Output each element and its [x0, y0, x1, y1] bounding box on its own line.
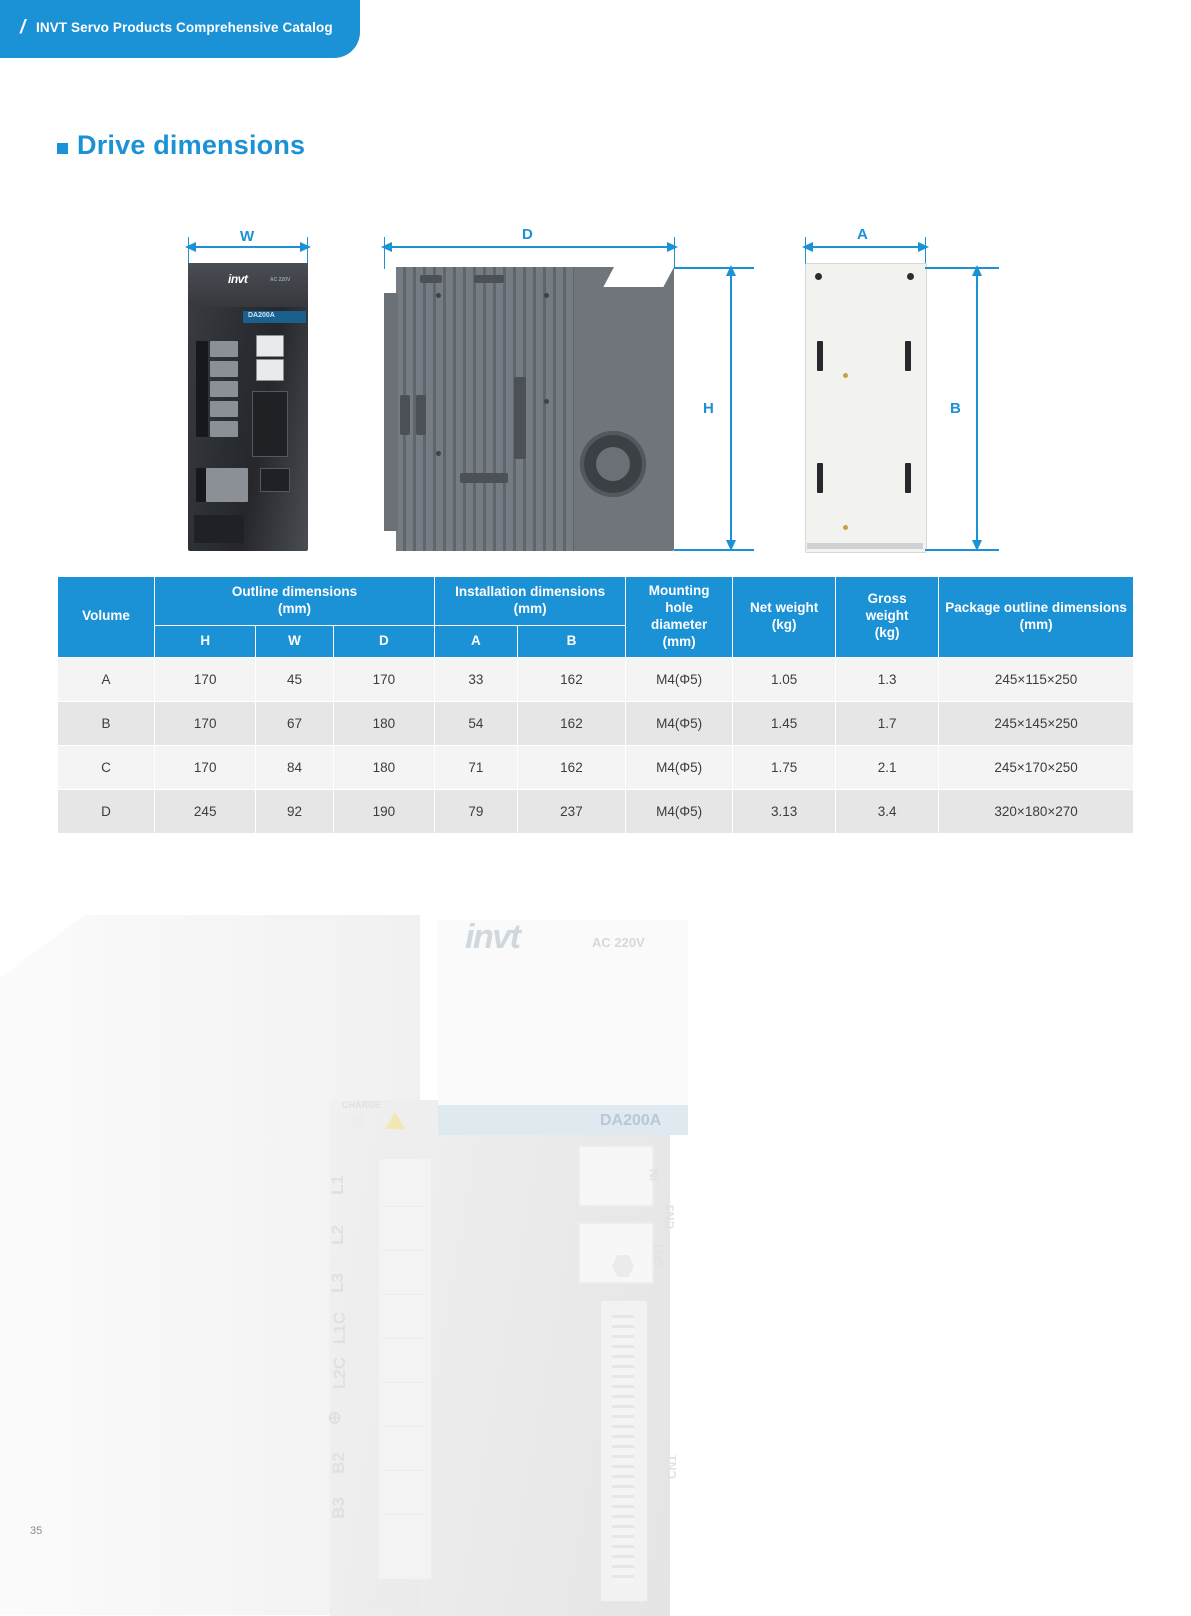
- cell-package: 245×145×250: [939, 701, 1134, 745]
- th-sub-h: H: [155, 626, 256, 657]
- back-rail: [817, 341, 823, 371]
- mounting-hole: [843, 525, 848, 530]
- cell-net-weight: 1.75: [733, 745, 836, 789]
- front-ethernet-port-in: [256, 335, 284, 357]
- cell-volume: B: [58, 701, 155, 745]
- section-heading: [57, 130, 305, 161]
- side-ext-line-bottom: [674, 549, 754, 551]
- drive-dimension-figures: [57, 215, 1134, 555]
- side-slot: [416, 395, 426, 435]
- header-title: INVT Servo Products Comprehensive Catalog: [36, 20, 333, 35]
- th-gross-l3: (kg): [874, 625, 900, 641]
- wm-terminal-label-b3: B3: [328, 1497, 348, 1519]
- cell-gross-weight: 2.1: [836, 745, 939, 789]
- wm-terminal-row: [382, 1206, 426, 1251]
- arrow-left-icon: [802, 240, 816, 254]
- cell-b: 237: [517, 789, 625, 833]
- back-ext-line-top: [925, 267, 999, 269]
- cell-w: 84: [256, 745, 333, 789]
- th-installation-dimensions: [435, 577, 626, 626]
- page-number: 35: [30, 1525, 43, 1537]
- wm-voltage-label: AC 220V: [592, 935, 645, 950]
- cell-b: 162: [517, 745, 625, 789]
- cell-a: 54: [435, 701, 518, 745]
- arrow-left-icon: [381, 240, 395, 254]
- side-chamfer: [603, 267, 674, 287]
- cell-hole: M4(Φ5): [626, 701, 733, 745]
- cell-volume: C: [58, 745, 155, 789]
- table-header-row-1: [58, 577, 1134, 626]
- drive-front-view: [188, 263, 308, 551]
- table-row: [58, 789, 1134, 833]
- cell-d: 180: [333, 745, 434, 789]
- front-ethernet-port-out: [256, 359, 284, 381]
- side-screw: [436, 293, 441, 298]
- drive-side-view: [384, 267, 674, 551]
- cell-package: 245×115×250: [939, 657, 1134, 701]
- cell-hole: M4(Φ5): [626, 745, 733, 789]
- side-slot: [420, 275, 442, 283]
- arrow-right-icon: [915, 240, 929, 254]
- cell-net-weight: 1.05: [733, 657, 836, 701]
- wm-warning-triangle-icon: [385, 1112, 405, 1129]
- cell-w: 45: [256, 657, 333, 701]
- wm-connector-label-cn1: CN1: [665, 1454, 680, 1480]
- side-dim-line-h: [730, 273, 732, 545]
- side-screw: [544, 293, 549, 298]
- th-mounting-l3: diameter: [651, 616, 708, 632]
- wm-terminal-label-l1c: L1C: [330, 1311, 350, 1345]
- wm-port-label-in: IN: [647, 1169, 661, 1181]
- back-dim-line-a: [808, 246, 923, 248]
- wm-terminal-row: [382, 1294, 426, 1339]
- th-gross-l2: weight: [865, 608, 909, 624]
- wm-logo: invt: [465, 918, 520, 956]
- back-plate: [805, 263, 927, 553]
- mounting-hole: [843, 373, 848, 378]
- bullet-square-icon: [57, 143, 68, 154]
- th-gross-weight: [836, 577, 939, 658]
- arrow-up-icon: [970, 265, 984, 279]
- side-ext-line-top: [674, 267, 754, 269]
- cell-b: 162: [517, 701, 625, 745]
- drive-dimensions-table: [57, 576, 1134, 834]
- mounting-hole: [815, 273, 822, 280]
- table-row: [58, 657, 1134, 701]
- side-fan-icon: [580, 431, 646, 497]
- back-rail: [817, 463, 823, 493]
- page-title: Drive dimensions: [77, 130, 306, 160]
- th-mounting-l4: (mm): [662, 633, 696, 649]
- cell-w: 92: [256, 789, 333, 833]
- arrow-up-icon: [724, 265, 738, 279]
- th-gross-l1: Gross: [867, 591, 907, 607]
- th-mounting-l2: hole: [665, 599, 694, 615]
- cell-h: 170: [155, 701, 256, 745]
- th-installation-line2: (mm): [513, 601, 547, 617]
- cell-hole: M4(Φ5): [626, 789, 733, 833]
- back-rail: [905, 341, 911, 371]
- wm-charge-led-icon: [352, 1115, 365, 1128]
- side-slot: [400, 395, 410, 435]
- th-net-l1: Net weight: [750, 599, 819, 615]
- wm-terminal-row: [382, 1426, 426, 1471]
- side-slot: [460, 473, 508, 483]
- back-dim-line-b: [976, 273, 978, 545]
- arrow-right-icon: [664, 240, 678, 254]
- dim-label-d: D: [522, 226, 533, 243]
- cell-gross-weight: 1.7: [836, 701, 939, 745]
- wm-terminal-label-l2: L2: [327, 1225, 347, 1245]
- front-base-plate: [194, 515, 244, 543]
- mounting-hole: [907, 273, 914, 280]
- dim-label-w: W: [240, 228, 255, 245]
- side-mount-lip: [384, 293, 398, 531]
- th-sub-b: B: [517, 626, 625, 657]
- wm-terminal-label-l3: L3: [327, 1273, 347, 1293]
- th-package-l1: Package outline dimensions: [945, 599, 1127, 615]
- cell-h: 170: [155, 657, 256, 701]
- wm-terminal-label-b2: B2: [328, 1452, 348, 1474]
- back-bottom-bar: [807, 543, 923, 549]
- front-lower-terminal: [206, 468, 248, 502]
- side-connector-slot: [514, 377, 526, 459]
- th-net-weight: [733, 577, 836, 658]
- wm-terminal-label-l1: L1: [327, 1175, 347, 1195]
- cell-b: 162: [517, 657, 625, 701]
- back-rail: [905, 463, 911, 493]
- drive-back-view: [805, 263, 925, 551]
- th-net-l2: (kg): [771, 616, 797, 632]
- wm-port-label-out: OUT: [651, 1242, 666, 1268]
- th-outline-line1: Outline dimensions: [231, 584, 358, 600]
- wm-terminal-label-ground: ⊕: [325, 1410, 345, 1426]
- front-top-plate: [188, 263, 308, 307]
- back-ext-line-bottom: [925, 549, 999, 551]
- front-terminal-rail: [196, 341, 208, 437]
- front-terminal-block: [210, 381, 238, 397]
- cell-net-weight: 3.13: [733, 789, 836, 833]
- dim-label-h: H: [703, 400, 714, 417]
- arrow-left-icon: [185, 240, 199, 254]
- wm-terminal-label-l2c: L2C: [330, 1356, 350, 1390]
- cell-w: 67: [256, 701, 333, 745]
- cell-h: 170: [155, 745, 256, 789]
- cell-h: 245: [155, 789, 256, 833]
- th-sub-a: A: [435, 626, 518, 657]
- cell-package: 320×180×270: [939, 789, 1134, 833]
- cell-volume: A: [58, 657, 155, 701]
- wm-dsub-pins: [612, 1315, 634, 1585]
- arrow-down-icon: [970, 537, 984, 551]
- background-product-image: [0, 900, 1191, 1616]
- th-package-l2: (mm): [1019, 616, 1053, 632]
- front-encoder-port: [260, 468, 290, 492]
- cell-gross-weight: 1.3: [836, 657, 939, 701]
- wm-terminal-row: [382, 1470, 426, 1515]
- cell-net-weight: 1.45: [733, 701, 836, 745]
- cell-d: 170: [333, 657, 434, 701]
- dim-label-a: A: [857, 226, 868, 243]
- th-mounting-hole: [626, 577, 733, 658]
- cell-d: 180: [333, 701, 434, 745]
- side-dim-line-d: [387, 246, 672, 248]
- wm-terminal-row: [382, 1382, 426, 1427]
- th-package-dimensions: [939, 577, 1134, 658]
- cell-package: 245×170×250: [939, 745, 1134, 789]
- front-voltage-label: AC 220V: [270, 277, 291, 283]
- front-terminal-block: [210, 421, 238, 437]
- th-outline-line2: (mm): [278, 601, 312, 617]
- wm-port-label-cn3: CN3: [663, 1204, 678, 1230]
- wm-ethernet-port-out: [578, 1222, 654, 1284]
- side-screw: [544, 399, 549, 404]
- th-installation-line1: Installation dimensions: [455, 584, 606, 600]
- wm-terminal-row: [382, 1162, 426, 1207]
- cell-a: 33: [435, 657, 518, 701]
- th-sub-w: W: [256, 626, 333, 657]
- th-mounting-l1: Mounting: [648, 583, 710, 598]
- table-row: [58, 745, 1134, 789]
- wm-ethernet-port-in: [578, 1145, 654, 1207]
- front-logo: invt: [228, 272, 248, 286]
- th-outline-dimensions: [155, 577, 435, 626]
- cell-a: 71: [435, 745, 518, 789]
- wm-model-label: DA200A: [600, 1112, 662, 1129]
- cell-gross-weight: 3.4: [836, 789, 939, 833]
- cell-hole: M4(Φ5): [626, 657, 733, 701]
- th-volume: Volume: [58, 577, 155, 658]
- arrow-right-icon: [297, 240, 311, 254]
- front-dim-line-w: [191, 246, 305, 248]
- cell-a: 79: [435, 789, 518, 833]
- front-model-label: DA200A: [248, 312, 275, 319]
- header-slash-icon: /: [20, 17, 26, 38]
- side-slot: [474, 275, 504, 283]
- wm-terminal-row: [382, 1250, 426, 1295]
- wm-terminal-row: [382, 1338, 426, 1383]
- table-row: [58, 701, 1134, 745]
- front-terminal-block: [210, 361, 238, 377]
- front-dsub-connector: [252, 391, 288, 457]
- side-screw: [436, 451, 441, 456]
- arrow-down-icon: [724, 537, 738, 551]
- cell-volume: D: [58, 789, 155, 833]
- dim-label-b: B: [950, 400, 961, 417]
- front-terminal-block: [210, 401, 238, 417]
- wm-charge-label: CHARGE: [342, 1100, 382, 1110]
- th-sub-d: D: [333, 626, 434, 657]
- front-lower-rail: [196, 468, 206, 502]
- cell-d: 190: [333, 789, 434, 833]
- front-terminal-block: [210, 341, 238, 357]
